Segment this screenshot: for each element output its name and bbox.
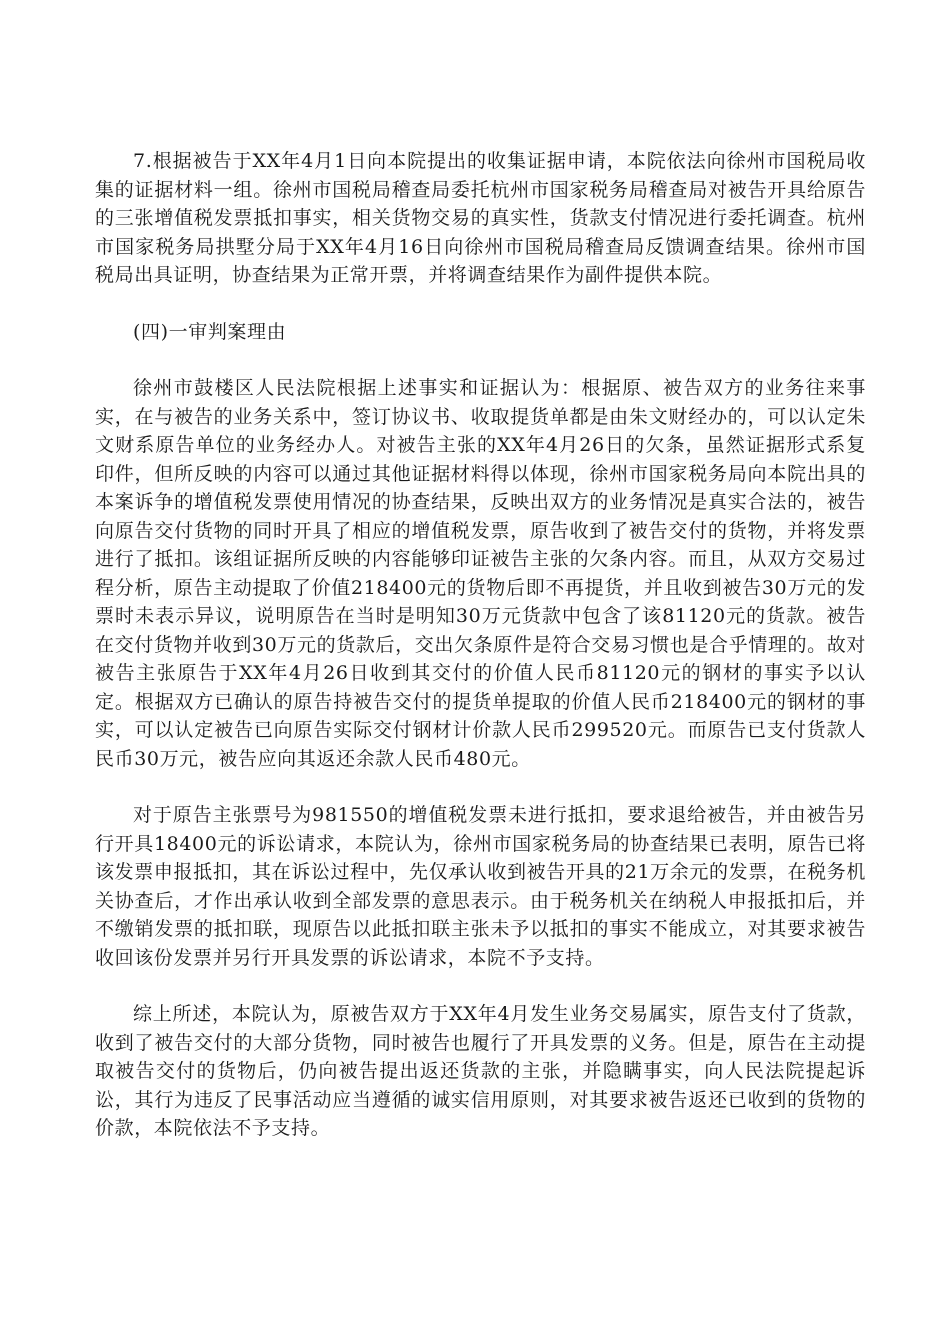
paragraph-conclusion: 综上所述，本院认为，原被告双方于XX年4月发生业务交易属实，原告支付了货款，收到了被告交付的大部分货物，同时被告也履行了开具发票的义务。但是，原告在主动提取被告交付的货物后，仍向被告提出返还货款的主张，并隐瞒事实，向人民法院提起诉讼，其行为违反了民事活动应当遵循的诚实信用原则，对其要求被告返还已收到的货物的价款，本院依法不予支持。 — [95, 1003, 866, 1139]
paragraph-spacer — [95, 346, 866, 374]
paragraph-invoice-claim: 对于原告主张票号为981550的增值税发票未进行抵扣，要求退给被告，并由被告另行开具18400元的诉讼请求，本院认为，徐州市国家税务局的协查结果已表明，原告已将该发票申报抵扣，其在诉讼过程中，先仅承认收到被告开具的21万余元的发票，在税务机关协查后，才作出承认收到全部发票的意思表示。由于税务机关在纳税人申报抵扣后，并不缴销发票的抵扣联，现原告以此抵扣联主张未予以抵扣的事实不能成立，对其要求被告收回该份发票并另行开具发票的诉讼请求，本院不予支持。 — [95, 804, 866, 969]
paragraph-spacer — [95, 972, 866, 1000]
section-heading: (四)一审判案理由 — [133, 320, 287, 343]
paragraph-spacer — [95, 290, 866, 318]
document-body — [95, 147, 866, 1143]
paragraph-spacer — [95, 773, 866, 801]
paragraph-evidence-7: 7.根据被告于XX年4月1日向本院提出的收集证据申请，本院依法向徐州市国税局收集的证据材料一组。徐州市国税局稽查局委托杭州市国家税务局稽查局对被告开具给原告的三张增值税发票抵扣事实，相关货物交易的真实性，货款支付情况进行委托调查。杭州市国家税务局拱墅分局于XX年4月16日向徐州市国税局稽查局反馈调查结果。徐州市国税局出具证明，协查结果为正常开票，并将调查结果作为副件提供本院。 — [95, 150, 866, 286]
paragraph-reasoning: 徐州市鼓楼区人民法院根据上述事实和证据认为：根据原、被告双方的业务往来事实，在与被告的业务关系中，签订协议书、收取提货单都是由朱文财经办的，可以认定朱文财系原告单位的业务经办人。对被告主张的XX年4月26日的欠条，虽然证据形式系复印件，但所反映的内容可以通过其他证据材料得以体现，徐州市国家税务局向本院出具的本案诉争的增值税发票使用情况的协查结果，反映出双方的业务情况是真实合法的，被告向原告交付货物的同时开具了相应的增值税发票，原告收到了被告交付的货物，并将发票进行了抵扣。该组证据所反映的内容能够印证被告主张的欠条内容。而且，从双方交易过程分析，原告主动提取了价值218400元的货物后即不再提货，并且收到被告30万元的发票时未表示异议，说明原告在当时是明知30万元货款中包含了该81120元的货款。被告在交付货物并收到30万元的货款后，交出欠条原件是符合交易习惯也是合乎情理的。故对被告主张原告于XX年4月26日收到其交付的价值人民币81120元的钢材的事实予以认定。根据双方已确认的原告持被告交付的提货单提取的价值人民币218400元的钢材的事实，可以认定被告已向原告实际交付钢材计价款人民币299520元。而原告已支付货款人民币30万元，被告应向其返还余款人民币480元。 — [95, 377, 866, 770]
